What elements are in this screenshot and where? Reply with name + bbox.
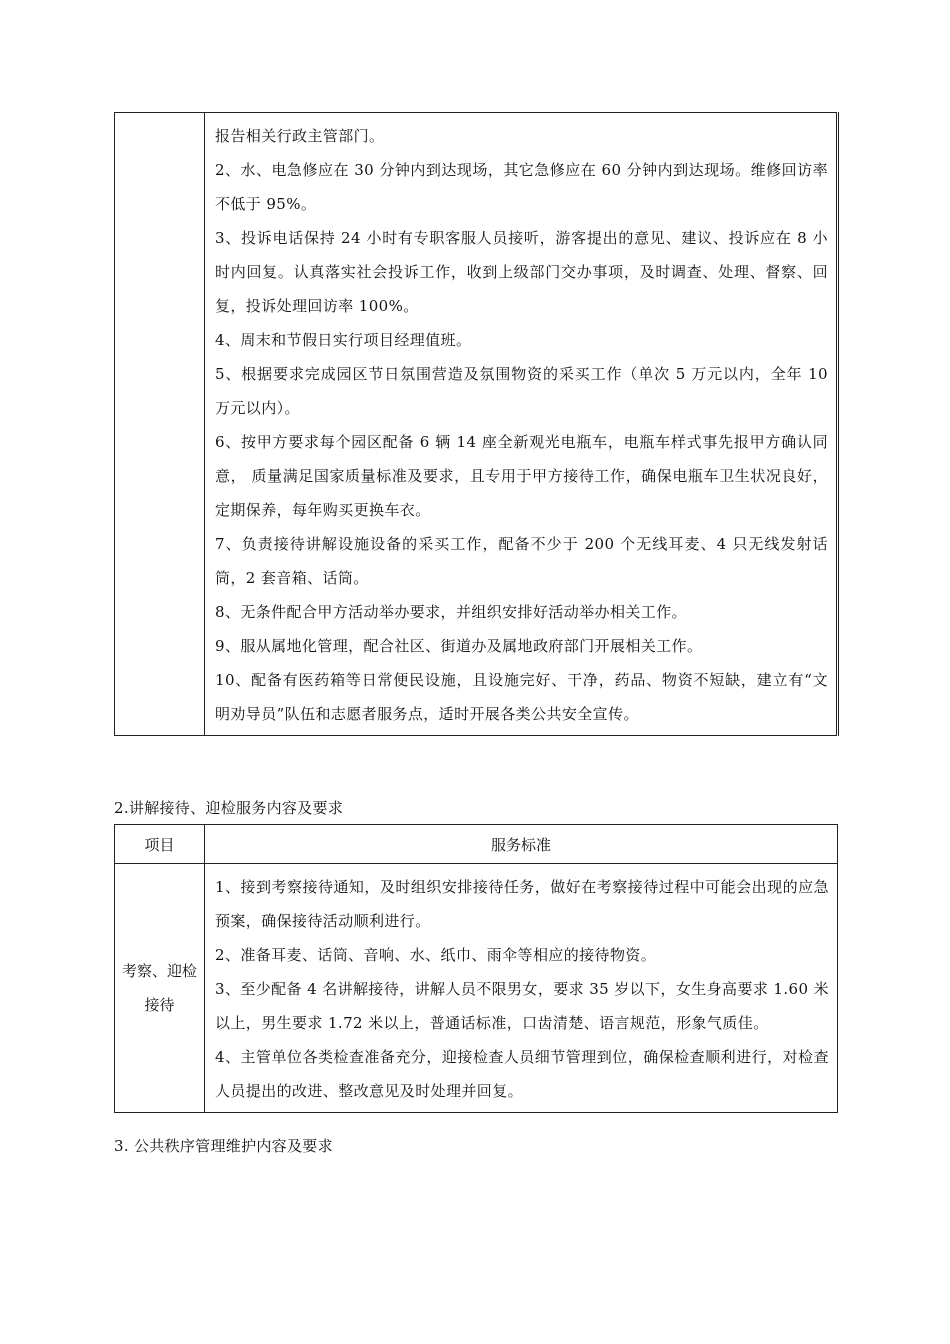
table-header-row: [115, 825, 838, 864]
requirement-line: 6、按甲方要求每个园区配备 6 辆 14 座全新观光电瓶车，电瓶车样式事先报甲方确认同意， 质量满足国家质量标准及要求，且专用于甲方接待工作，确保电瓶车卫生状况良好，定期保养，每年购买更换车衣。: [215, 433, 828, 519]
continued-requirements-table: [114, 112, 839, 736]
standards-cell: [205, 864, 838, 1113]
header-standard: 服务标准: [205, 825, 838, 864]
requirement-line: 9、服从属地化管理，配合社区、街道办及属地政府部门开展相关工作。: [215, 637, 703, 655]
empty-label-cell: [115, 113, 205, 736]
standard-line: 2、准备耳麦、话筒、音响、水、纸巾、雨伞等相应的接待物资。: [215, 946, 657, 964]
requirement-line: 10、配备有医药箱等日常便民设施，且设施完好、干净，药品、物资不短缺，建立有“文明劝导员”队伍和志愿者服务点，适时开展各类公共安全宣传。: [215, 671, 828, 723]
header-item: 项目: [115, 825, 205, 864]
table-row: [115, 113, 838, 736]
requirement-line: 3、投诉电话保持 24 小时有专职客服人员接听，游客提出的意见、建议、投诉应在 8 小时内回复。认真落实社会投诉工作，收到上级部门交办事项，及时调查、处理、督察、回复，投诉处理回访率 100%。: [215, 229, 828, 315]
section-3-heading: 3. 公共秩序管理维护内容及要求: [114, 1137, 333, 1155]
table-row: [115, 864, 838, 1113]
section-2-heading: 2.讲解接待、迎检服务内容及要求: [114, 799, 344, 817]
standard-line: 4、主管单位各类检查准备充分，迎接检查人员细节管理到位，确保检查顺利进行，对检查人员提出的改进、整改意见及时处理并回复。: [215, 1048, 829, 1100]
requirement-line: 报告相关行政主管部门。: [215, 127, 385, 145]
standard-line: 1、接到考察接待通知，及时组织安排接待任务，做好在考察接待过程中可能会出现的应急预案，确保接待活动顺利进行。: [215, 878, 829, 930]
requirement-line: 2、水、电急修应在 30 分钟内到达现场，其它急修应在 60 分钟内到达现场。维修回访率不低于 95%。: [215, 161, 828, 213]
row-label: 考察、迎检接待: [115, 864, 205, 1113]
requirement-line: 4、周末和节假日实行项目经理值班。: [215, 331, 472, 349]
requirement-line: 5、根据要求完成园区节日氛围营造及氛围物资的采买工作（单次 5 万元以内，全年 10 万元以内）。: [215, 365, 828, 417]
requirement-line: 7、负责接待讲解设施设备的采买工作，配备不少于 200 个无线耳麦、4 只无线发射话筒，2 套音箱、话筒。: [215, 535, 828, 587]
requirements-cell: [205, 113, 838, 736]
requirement-line: 8、无条件配合甲方活动举办要求，并组织安排好活动举办相关工作。: [215, 603, 687, 621]
standard-line: 3、至少配备 4 名讲解接待，讲解人员不限男女，要求 35 岁以下，女生身高要求 1.60 米以上，男生要求 1.72 米以上，普通话标准，口齿清楚、语言规范，形象气质佳。: [215, 980, 829, 1032]
reception-service-table: [114, 824, 838, 1113]
